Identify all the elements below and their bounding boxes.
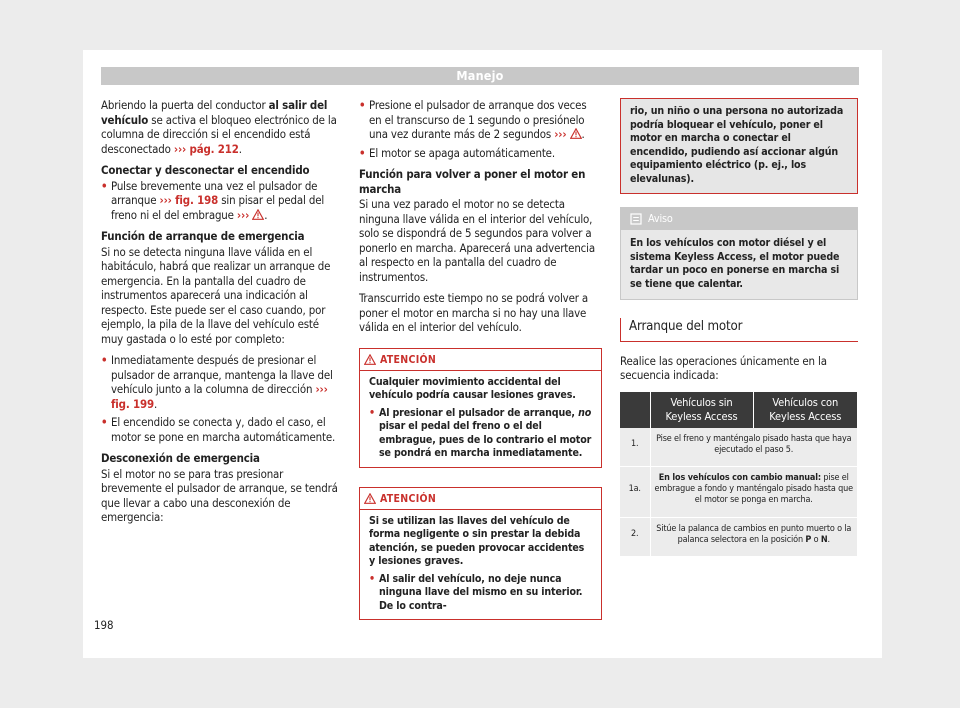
warning-body [360, 371, 601, 467]
warning-header [360, 349, 601, 371]
disconnect-paragraph: Si el motor no se para tras presionar brevemente el pulsador de arranque, se tendrá que llevar a cabo una desconexión de emergencia: [101, 466, 338, 524]
warning-text: Cualquier movimiento accidental del vehículo podría causar lesiones graves. [369, 375, 576, 401]
table-header-cell [620, 392, 650, 428]
step-number: 2. [620, 517, 650, 556]
step-number: 1. [620, 428, 650, 467]
figure-link[interactable]: ››› fig. 198 [159, 193, 219, 207]
table-row [620, 428, 857, 467]
note-header [621, 208, 857, 230]
warning-box [359, 348, 602, 468]
list-item: • Presione el pulsador de arranque dos veces en el transcurso de 1 segundo o presiónelo una vez durante más de 2 segundos ››› . [359, 98, 602, 142]
warning-triangle-icon [570, 128, 582, 139]
warning-triangle-icon [364, 493, 376, 504]
restart-paragraph-2: Transcurrido este tiempo no se podrá volver a poner el motor en marcha si no hay una llave válida en el interior del vehículo. [359, 291, 589, 334]
warning-bullet: • Al presionar el pulsador de arranque, no pisar el pedal del freno o el del embrague, pues de lo contrario el motor se pondrá en marcha inmediatamente. [369, 407, 592, 461]
heading-connect: Conectar y desconectar el encendido [101, 163, 310, 177]
warning-triangle-icon [364, 354, 376, 365]
warning-continuation: rio, un niño o una persona no autorizada podría bloquear el vehículo, poner el motor en marcha o conectar el encendido, pudiendo así accionar algún equipamiento eléctrico (p. ej., los elevalunas). [620, 98, 858, 194]
warning-triangle-icon [252, 209, 264, 220]
figure-link[interactable]: ››› fig. 199 [111, 382, 328, 411]
note-icon [630, 213, 642, 225]
warning-ref[interactable]: ››› [554, 127, 567, 141]
page-link[interactable]: ››› pág. 212 [173, 141, 239, 156]
warning-title: ATENCIÓN [380, 353, 437, 366]
table-row [620, 466, 857, 517]
warning-box [359, 487, 602, 621]
step-text: Sitúe la palanca de cambios en punto muerto o la palanca selectora en la posición P o N. [650, 517, 857, 556]
warning-text: Si se utilizan las llaves del vehículo de forma negligente o sin prestar la debida atención, se pueden provocar accidentes y lesiones graves. [369, 514, 585, 567]
table-header-row [620, 392, 857, 428]
steps-table [620, 392, 857, 557]
column-2 [359, 98, 602, 639]
manual-page [83, 50, 882, 658]
restart-paragraph-1: Si una vez parado el motor no se detecta ninguna llave válida en el interior del vehículo, solo se dispondrá de 5 segundos para volver a ponerlo en marcha. Aparecerá una advertencia al respecto en la pantalla del cuadro de instrumentos. [359, 197, 595, 284]
list-item: • El motor se apaga automáticamente. [359, 146, 602, 161]
heading-emergency-start: Función de arranque de emergencia [101, 229, 305, 243]
warning-bullet: • Al salir del vehículo, no deje nunca ninguna llave del mismo en su interior. De lo contra- [369, 573, 592, 614]
list-item: • Inmediatamente después de presionar el pulsador de arranque, mantenga la llave del vehículo junto a la columna de dirección ››› fig. 199. [101, 353, 339, 411]
warning-header [360, 488, 601, 510]
list-item: • El encendido se conecta y, dado el caso, el motor se pone en marcha automáticamente. [101, 415, 339, 444]
section-header: Manejo [101, 67, 859, 85]
list-item: • Pulse brevemente una vez el pulsador de arranque ››› fig. 198 sin pisar el pedal del freno ni el del embrague ››› . [101, 179, 339, 223]
page-number: 198 [94, 618, 114, 632]
intro-paragraph: Abriendo la puerta del conductor al salir del vehículo se activa el bloqueo electrónico de la columna de dirección si el encendido está desconectado ››› pág. 212. [101, 98, 337, 156]
table-header-cell: Vehículos con Keyless Access [753, 392, 857, 428]
emergency-paragraph: Si no se detecta ninguna llave válida en el habitáculo, habrá que realizar un arranque de emergencia. En la pantalla del cuadro de instrumentos aparecerá una indicación al respecto. Este puede ser el caso cuando, por ejemplo, la pila de la llave del vehículo esté muy gastada o lo esté por completo: [101, 244, 331, 346]
warning-ref[interactable]: ››› [236, 207, 250, 222]
section-title: Arranque del motor [620, 320, 858, 342]
column-1 [101, 98, 339, 532]
heading-emergency-stop: Desconexión de emergencia [101, 451, 260, 465]
table-header-cell: Vehículos sin Keyless Access [650, 392, 753, 428]
column-3 [620, 98, 858, 557]
note-title: Aviso [648, 212, 673, 225]
step-text: En los vehículos con cambio manual: pise el embrague a fondo y manténgalo pisado hasta que el motor se ponga en marcha. [650, 466, 857, 517]
step-number: 1a. [620, 466, 650, 517]
table-row [620, 517, 857, 556]
step-text: Pise el freno y manténgalo pisado hasta que haya ejecutado el paso 5. [650, 428, 857, 467]
warning-title: ATENCIÓN [380, 492, 437, 505]
heading-restart: Función para volver a poner el motor en marcha [359, 167, 586, 196]
warning-body [360, 510, 601, 620]
note-box [620, 207, 858, 300]
section-intro: Realice las operaciones únicamente en la secuencia indicada: [620, 353, 827, 382]
note-body: En los vehículos con motor diésel y el sistema Keyless Access, el motor puede tardar un poco en ponerse en marcha si se tiene que calentar. [621, 230, 857, 299]
